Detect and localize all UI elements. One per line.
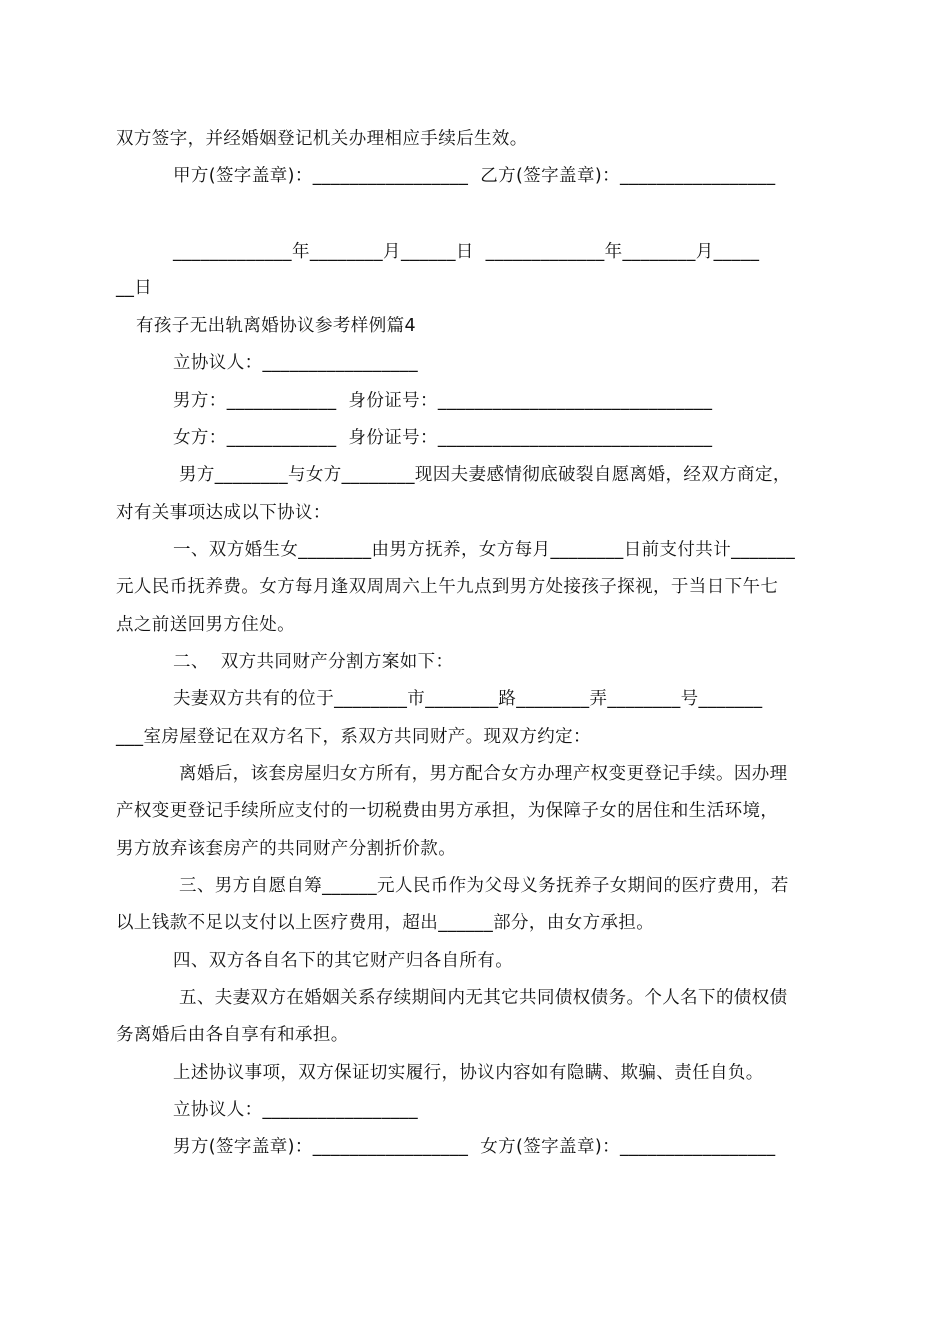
text-line: 五、夫妻双方在婚姻关系存续期间内无其它共同债权债务。个人名下的债权债 <box>173 988 788 1008</box>
date-line: _____________年________月______日 _____________年________月_____ <box>173 242 760 262</box>
signature-line: 男方(签字盖章)：_________________ 女方(签字盖章)：_________________ <box>173 1137 776 1157</box>
text-line: 立协议人：_________________ <box>173 1100 419 1120</box>
text-line: 女方：____________ 身份证号：______________________________ <box>173 428 713 448</box>
text-line: 男方________与女方________现因夫妻感情彻底破裂自愿离婚，经双方商定， <box>173 465 791 485</box>
text-line: 以上钱款不足以支付以上医疗费用，超出______部分，由女方承担。 <box>116 913 655 933</box>
text-line: 二、 双方共同财产分割方案如下： <box>173 652 454 672</box>
text-line: 立协议人：_________________ <box>173 353 419 373</box>
text-line: 三、男方自愿自筹______元人民币作为父母义务抚养子女期间的医疗费用，若 <box>173 876 789 896</box>
text-line: 夫妻双方共有的位于________市________路________弄________号_______ <box>173 689 763 709</box>
text-line: 产权变更登记手续所应支付的一切税费由男方承担，为保障子女的居住和生活环境， <box>116 801 779 821</box>
text-line: 男方放弃该套房产的共同财产分割折价款。 <box>116 839 457 859</box>
text-line: 男方：____________ 身份证号：______________________________ <box>173 391 713 411</box>
text-line: 离婚后，该套房屋归女方所有，男方配合女方办理产权变更登记手续。因办理 <box>173 764 788 784</box>
signature-line: 甲方(签字盖章)：_________________ 乙方(签字盖章)：_________________ <box>173 166 776 186</box>
section-title: 有孩子无出轨离婚协议参考样例篇4 <box>136 316 417 336</box>
text-line: 点之前送回男方住处。 <box>116 615 295 635</box>
text-line: 上述协议事项，双方保证切实履行，协议内容如有隐瞒、欺骗、责任自负。 <box>173 1063 764 1083</box>
text-line: 对有关事项达成以下协议： <box>116 503 331 523</box>
text-line: ___室房屋登记在双方名下，系双方共同财产。现双方约定： <box>116 727 591 747</box>
text-line: 务离婚后由各自享有和承担。 <box>116 1025 349 1045</box>
text-line: 双方签字，并经婚姻登记机关办理相应手续后生效。 <box>116 129 528 149</box>
text-line: 元人民币抚养费。女方每月逢双周周六上午九点到男方处接孩子探视，于当日下午七 <box>116 577 779 597</box>
date-line-continued: __日 <box>116 278 153 298</box>
text-line: 四、双方各自名下的其它财产归各自所有。 <box>173 951 514 971</box>
text-line: 一、双方婚生女________由男方抚养，女方每月________日前支付共计_______ <box>173 540 796 560</box>
